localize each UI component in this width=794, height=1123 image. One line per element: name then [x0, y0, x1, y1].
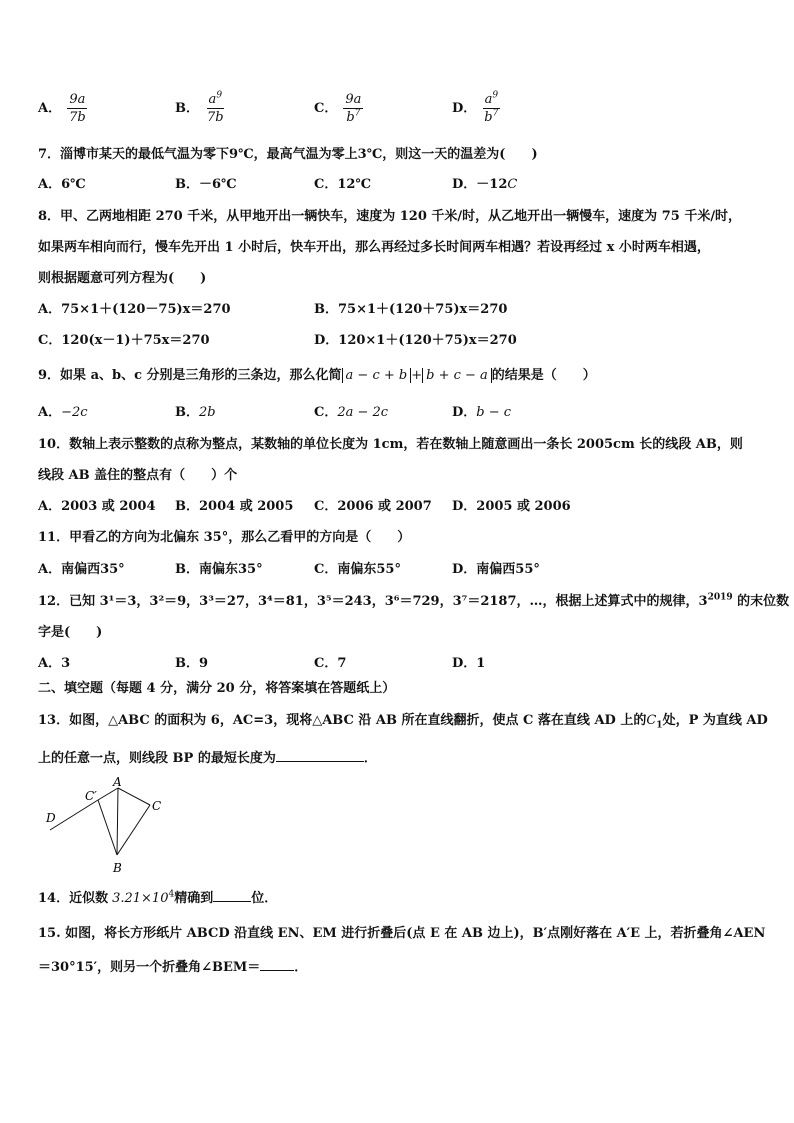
- q10-option-c: C．2006 或 2007: [314, 499, 432, 514]
- denominator-base: b: [346, 110, 355, 125]
- q6-option-c: [314, 92, 363, 125]
- q9-stem-prefix: 9．如果 a、b、c 分别是三角形的三条边，那么化简: [38, 368, 342, 383]
- q9-option-d: [452, 405, 511, 421]
- q13-figure: [38, 775, 178, 880]
- figure-line-cb: [117, 805, 150, 855]
- q15-stem-line1: 15. 如图，将长方形纸片 ABCD 沿直线 EN、EM 进行折叠后(点 E 在 AB 边上)，B′点刚好落在 A′E 上，若折叠角∠AEN: [38, 926, 766, 941]
- q12-option-d: D．1: [452, 656, 486, 671]
- q13-point-c1: C: [646, 713, 657, 728]
- numerator-base: a: [484, 92, 493, 107]
- q13-answer-blank[interactable]: [276, 749, 364, 762]
- q8-option-c: C．120(x－1)＋75x＝270: [38, 333, 210, 348]
- q14-stem-mid: 精确到: [174, 891, 214, 906]
- figure-line-c1a: [98, 788, 118, 800]
- section-heading-fill-in: 二、填空题（每题 4 分，满分 20 分，将答案填在答题纸上）: [38, 681, 396, 696]
- numerator-base: a: [208, 92, 217, 107]
- q13-stem-line1-text: 13．如图，△ABC 的面积为 6，AC=3，现将△ABC 沿 AB 所在直线翻折，使点 C 落在直线 AD 上的: [38, 713, 647, 728]
- q10-stem-line1: 10．数轴上表示整数的点称为整点，某数轴的单位长度为 1cm，若在数轴上随意画出一条长 2005cm 长的线段 AB，则: [38, 437, 743, 452]
- q12-option-c: C．7: [314, 656, 347, 671]
- q14-stem: [38, 889, 277, 907]
- fraction-denominator: 7b: [207, 110, 224, 125]
- figure-label-c1: C′: [85, 789, 97, 803]
- q8-option-b: B．75×1＋(120＋75)x＝270: [314, 302, 508, 317]
- q6-option-b: [175, 92, 226, 125]
- figure-line-c1b: [98, 800, 117, 855]
- q12-option-b: B．9: [175, 656, 209, 671]
- q9-option-c: [314, 405, 388, 421]
- q6-option-b-label: B．: [175, 101, 199, 116]
- q11-option-a: A．南偏西35°: [38, 562, 125, 577]
- q15-stem-line2-text: ＝30°15′，则另一个折叠角∠BEM＝: [38, 960, 261, 975]
- figure-label-a: A: [113, 775, 122, 789]
- q15-stem-line2-end: ．: [294, 960, 308, 975]
- q6-option-a: [38, 92, 88, 125]
- denominator-exponent: 7: [492, 108, 499, 119]
- q7-option-d: [452, 177, 517, 193]
- q12-exponent: 2019: [707, 592, 733, 603]
- q14-answer-blank[interactable]: [213, 889, 251, 902]
- q14-exponent: 4: [168, 889, 175, 900]
- fraction-denominator: [482, 109, 500, 125]
- q9-option-a-value: −2c: [61, 405, 88, 420]
- q11-option-d: D．南偏西55°: [452, 562, 540, 577]
- q14-stem-prefix: 14．近似数: [38, 891, 109, 906]
- q15-stem-line2: [38, 958, 307, 976]
- q15-answer-blank[interactable]: [260, 958, 294, 971]
- q11-stem: 11．甲看乙的方向为北偏东 35°，那么乙看甲的方向是（ ）: [38, 530, 411, 545]
- q7-option-a: A．6℃: [38, 177, 86, 192]
- q9-option-c-label: C．: [314, 405, 338, 420]
- q10-stem-line2: 线段 AB 盖住的整点有（ ）个: [38, 468, 238, 483]
- numerator-exponent: 9: [216, 90, 223, 101]
- q6-option-d-fraction: [482, 92, 500, 125]
- q9-option-d-label: D．: [452, 405, 477, 420]
- q9-stem: [38, 368, 596, 384]
- q13-stem-line2: [38, 749, 377, 767]
- q9-option-a-label: A．: [38, 405, 62, 420]
- q10-option-a: A．2003 或 2004: [38, 499, 156, 514]
- q9-option-d-value: b − c: [476, 405, 512, 420]
- q13-stem-line2-text: 上的任意一点，则线段 BP 的最短长度为: [38, 751, 276, 766]
- q13-point-c1-subscript: 1: [656, 720, 663, 731]
- q9-plus-sign: +: [411, 368, 423, 383]
- q10-option-d: D．2005 或 2006: [452, 499, 571, 514]
- q14-stem-end: 位．: [251, 891, 278, 906]
- q7-stem: 7．淄博市某天的最低气温为零下9℃，最高气温为零上3℃，则这一天的温差为( ): [38, 147, 538, 162]
- q13-stem-line2-end: ．: [363, 751, 377, 766]
- fraction-numerator: [483, 92, 501, 109]
- q12-stem-line2: 字是( ): [38, 625, 103, 640]
- q6-option-d: [452, 92, 500, 125]
- q7-option-d-text: D．－12: [452, 177, 508, 192]
- q12-stem-line1: [38, 594, 789, 610]
- q6-option-a-label: A．: [38, 101, 62, 116]
- q11-option-b: B．南偏东35°: [175, 562, 263, 577]
- q9-option-b: [175, 405, 216, 421]
- fraction-numerator: 9a: [69, 92, 86, 107]
- q13-stem-line1-tail: 处，P 为直线 AD: [662, 713, 768, 728]
- q7-option-d-unit: C: [507, 177, 518, 192]
- q9-abs-expression-2: b + c − a: [422, 368, 492, 383]
- q8-stem-line2: 如果两车相向而行，慢车先开出 1 小时后，快车开出，那么再经过多长时间两车相遇？若设再经过 x 小时两车相遇，: [38, 240, 710, 255]
- q13-stem-line1: [38, 713, 768, 729]
- q12-option-a: A．3: [38, 656, 71, 671]
- fraction-denominator: 7b: [69, 110, 86, 125]
- figure-line-dc1: [50, 800, 98, 830]
- q6-option-c-label: C．: [314, 101, 338, 116]
- figure-line-ac: [118, 788, 150, 805]
- q8-stem-line3: 则根据题意可列方程为( ): [38, 271, 207, 286]
- q6-option-a-fraction: [67, 92, 88, 125]
- q6-option-b-fraction: [205, 92, 226, 125]
- fraction-numerator: [207, 92, 225, 109]
- figure-label-d: D: [46, 811, 56, 825]
- denominator-base: b: [484, 110, 493, 125]
- q8-stem-line1: 8．甲、乙两地相距 270 千米，从甲地开出一辆快车，速度为 120 千米/时，从乙地开出一辆慢车，速度为 75 千米/时，: [38, 209, 742, 224]
- fraction-denominator: [344, 109, 362, 125]
- fraction-numerator: 9a: [345, 92, 362, 107]
- q6-option-d-label: D．: [452, 101, 477, 116]
- q12-stem-line1-tail: 的末位数: [732, 594, 790, 609]
- denominator-exponent: 7: [354, 108, 361, 119]
- q9-option-c-value: 2a − 2c: [337, 405, 389, 420]
- numerator-exponent: 9: [492, 90, 499, 101]
- q9-stem-suffix: 的结果是（ ）: [491, 368, 596, 383]
- q7-option-c: C．12℃: [314, 177, 372, 192]
- q10-option-b: B．2004 或 2005: [175, 499, 294, 514]
- figure-label-b: B: [113, 861, 122, 875]
- q9-option-b-value: 2b: [199, 405, 216, 420]
- q8-option-a: A．75×1＋(120－75)x＝270: [38, 302, 231, 317]
- q11-option-c: C．南偏东55°: [314, 562, 401, 577]
- q7-option-b: B．－6℃: [175, 177, 237, 192]
- q14-number: 3.21×10: [112, 891, 169, 906]
- q12-stem-line1-text: 12．已知 3¹＝3，3²＝9，3³＝27，3⁴＝81，3⁵＝243，3⁶＝729，3⁷＝2187，…，根据上述算式中的规律，3: [38, 594, 708, 609]
- q9-abs-expression-1: a − c + b: [342, 368, 412, 383]
- q9-option-b-label: B．: [175, 405, 199, 420]
- figure-label-c: C: [152, 799, 162, 813]
- q6-option-c-fraction: [343, 92, 363, 125]
- q9-option-a: [38, 405, 88, 421]
- figure-line-ab: [117, 788, 118, 855]
- q8-option-d: D．120×1＋(120＋75)x＝270: [314, 333, 517, 348]
